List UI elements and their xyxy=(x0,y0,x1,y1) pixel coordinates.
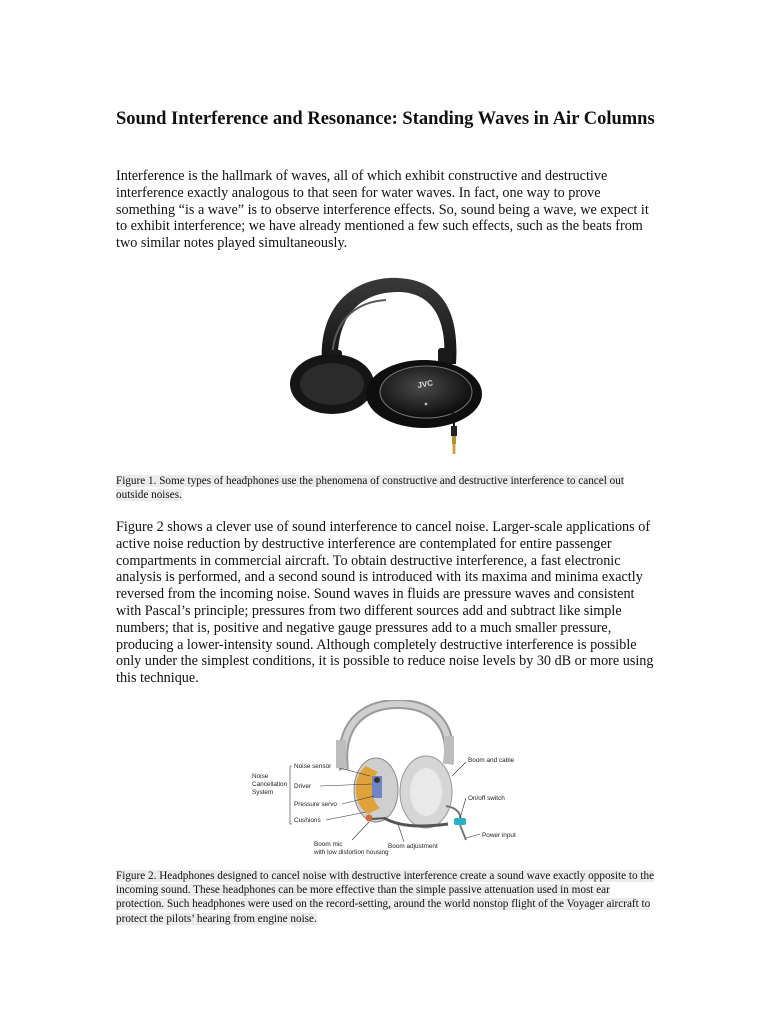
headphones-brand-logo: JVC xyxy=(416,378,434,390)
label-boom-adjustment: Boom adjustment xyxy=(388,843,438,850)
label-power-input: Power input xyxy=(482,832,516,839)
label-cushions: Cushions xyxy=(294,817,321,824)
figure-1-caption xyxy=(116,474,656,502)
label-noise-cancellation-1: Noise xyxy=(252,773,269,780)
figure-2-caption xyxy=(116,869,656,926)
label-noise-cancellation-3: System xyxy=(252,789,274,796)
label-noise-cancellation-2: Cancellation xyxy=(252,781,288,788)
intro-paragraph: Interference is the hallmark of waves, all of which exhibit constructive and destructive interference exactly analogous to that seen for water waves. In fact, one way to prove something “is a wave” is to observe interference effects. So, sound being a wave, we expect it to exhibit interference; we have already mentioned a few such effects, such as the beats from two similar notes played simultaneously. xyxy=(116,168,649,252)
label-boom-mic-2: with low distortion housing xyxy=(314,849,389,856)
label-pressure-servo: Pressure servo xyxy=(294,801,337,808)
noise-cancellation-diagram xyxy=(248,700,518,862)
label-boom-mic-1: Boom mic xyxy=(314,841,343,848)
figure-2-caption-text: Figure 2. Headphones designed to cancel noise with destructive interference create a sound wave exactly opposite to the incoming sound. These headphones can be more effective than the simple passive attenuation used in most ear protection. Such headphones were used on the record-setting, around the world nonstop flight of the Voyager aircraft to protect the pilots’ hearing from engine noise. xyxy=(116,870,655,925)
label-boom-and-cable: Boom and cable xyxy=(468,757,515,764)
document-title: Sound Interference and Resonance: Standing Waves in Air Columns xyxy=(116,109,655,129)
headphones-figure xyxy=(288,272,484,460)
label-on-off-switch: On/off switch xyxy=(468,795,505,802)
label-driver: Driver xyxy=(294,783,312,790)
noise-cancel-paragraph: Figure 2 shows a clever use of sound interference to cancel noise. Larger-scale applications of active noise reduction by destructive interference are contemplated for entire passenger compartments in commercial aircraft. To obtain destructive interference, a fast electronic analysis is performed, and a second sound is introduced with its maxima and minima exactly reversed from the incoming noise. Sound waves in fluids are pressure waves and consistent with Pascal’s principle; pressures from two different sources add and subtract like simple numbers; that is, positive and negative gauge pressures add to a much smaller pressure, producing a lower-intensity sound. Although completely destructive interference is possible only under the simplest conditions, it is possible to reduce noise levels by 30 dB or more using this technique. xyxy=(116,519,654,687)
label-noise-sensor: Noise sensor xyxy=(294,763,332,770)
figure-1-caption-text: Figure 1. Some types of headphones use the phenomena of constructive and destructive interference to cancel out outside noises. xyxy=(116,475,624,502)
